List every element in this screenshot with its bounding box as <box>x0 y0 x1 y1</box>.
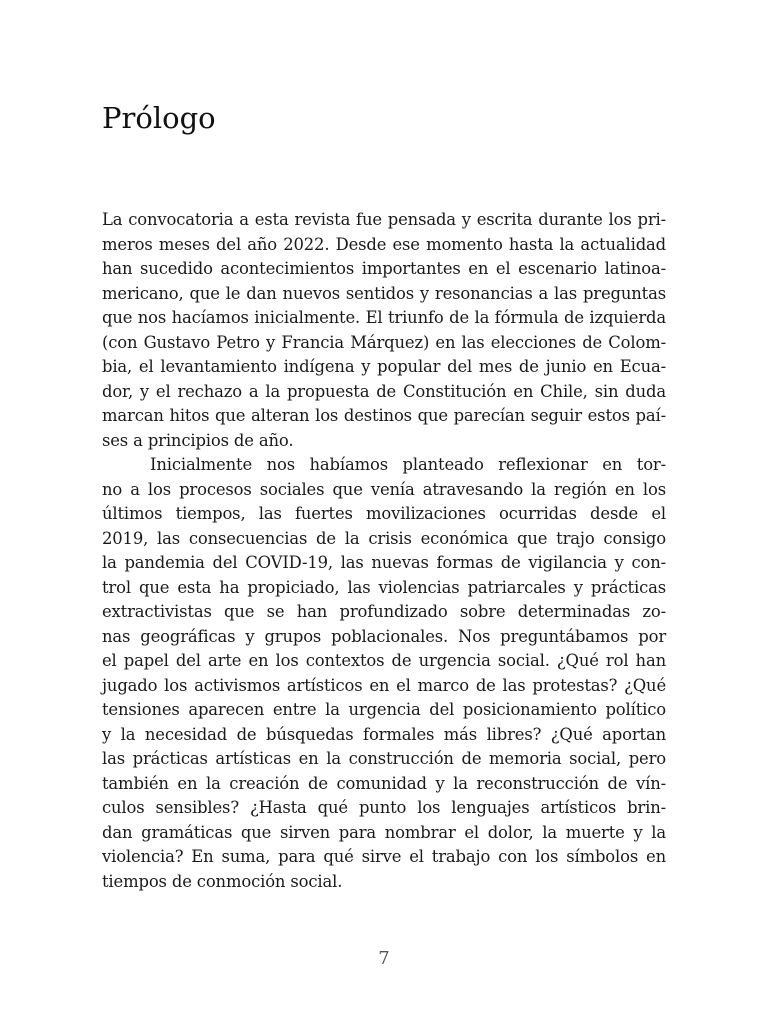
body-text <box>102 208 666 894</box>
paragraph-1 <box>102 208 666 453</box>
page-number: 7 <box>378 948 390 969</box>
paragraph-2 <box>102 453 666 894</box>
text-line: marcan hitos que alteran los destinos que parecían seguir estos paí- <box>102 406 666 425</box>
text-line: últimos tiempos, las fuertes movilizaciones ocurridas desde el <box>102 504 666 523</box>
text-line: nas geográficas y grupos poblacionales. Nos preguntábamos por <box>102 626 666 646</box>
text-line: han sucedido acontecimientos importantes en el escenario latinoa- <box>102 259 666 278</box>
text-line: las prácticas artísticas en la construcción de memoria social, pero <box>102 749 666 768</box>
chapter-title: Prólogo <box>102 101 216 135</box>
text-line: extractivistas que se han profundizado sobre determinadas zo- <box>102 602 666 621</box>
text-line: 2019, las consecuencias de la crisis económica que trajo consigo <box>102 528 666 548</box>
text-line: trol que esta ha propiciado, las violencias patriarcales y prácticas <box>102 577 666 597</box>
text-line: y la necesidad de búsquedas formales más libres? ¿Qué aportan <box>102 724 666 744</box>
text-line: tiempos de conmoción social. <box>102 871 343 891</box>
text-line: La convocatoria a esta revista fue pensada y escrita durante los pri- <box>102 210 666 229</box>
text-line: mericano, que le dan nuevos sentidos y resonancias a las preguntas <box>102 283 666 303</box>
text-line: violencia? En suma, para qué sirve el trabajo con los símbolos en <box>102 847 666 866</box>
text-line: la pandemia del COVID-19, las nuevas formas de vigilancia y con- <box>102 553 666 572</box>
text-line: bia, el levantamiento indígena y popular del mes de junio en Ecua- <box>102 357 666 376</box>
text-line: no a los procesos sociales que venía atravesando la región en los <box>102 479 666 499</box>
text-line: jugado los activismos artísticos en el marco de las protestas? ¿Qué <box>102 675 666 695</box>
text-line: tensiones aparecen entre la urgencia del posicionamiento político <box>102 700 666 719</box>
text-line: el papel del arte en los contextos de urgencia social. ¿Qué rol han <box>102 651 666 670</box>
text-line: que nos hacíamos inicialmente. El triunfo de la fórmula de izquierda <box>102 308 666 327</box>
text-line: culos sensibles? ¿Hasta qué punto los lenguajes artísticos brin- <box>102 798 666 817</box>
text-line: (con Gustavo Petro y Francia Márquez) en las elecciones de Colom- <box>102 332 666 352</box>
text-line: ses a principios de año. <box>102 430 294 450</box>
text-line: dor, y el rechazo a la propuesta de Constitución en Chile, sin duda <box>102 381 666 401</box>
text-line: meros meses del año 2022. Desde ese momento hasta la actualidad <box>102 234 666 254</box>
text-line: dan gramáticas que sirven para nombrar el dolor, la muerte y la <box>102 822 666 842</box>
text-line: Inicialmente nos habíamos planteado reflexionar en tor- <box>150 455 666 474</box>
text-line: también en la creación de comunidad y la reconstrucción de vín- <box>102 773 666 793</box>
